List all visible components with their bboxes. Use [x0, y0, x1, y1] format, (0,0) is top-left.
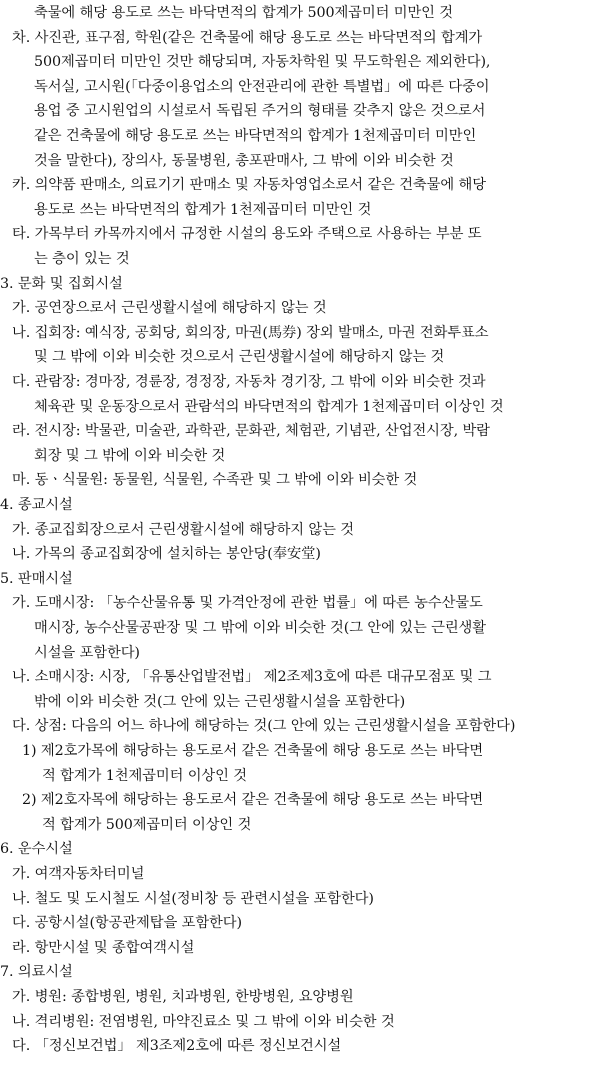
document-line: 같은 건축물에 해당 용도로 쓰는 바닥면적의 합계가 1천제곱미터 미만인	[34, 128, 477, 144]
document-line: 축물에 해당 용도로 쓰는 바닥면적의 합계가 500제곱미터 미만인 것	[34, 5, 454, 21]
document-line: 1) 제2호가목에 해당하는 용도로서 같은 건축물에 해당 용도로 쓰는 바닥면	[22, 743, 484, 759]
document-line: 다. 관람장: 경마장, 경륜장, 경정장, 자동차 경기장, 그 밖에 이와 비슷한 것과	[12, 374, 486, 390]
document-line: 매시장, 농수산물공판장 및 그 밖에 이와 비슷한 것(그 안에 있는 근린생활	[34, 620, 486, 636]
document-line: 용업 중 고시원업의 시설로서 독립된 주거의 형태를 갖추지 않은 것으로서	[34, 103, 486, 120]
document-line: 적 합계가 500제곱미터 이상인 것	[42, 816, 252, 833]
document-line: 체육관 및 운동장으로서 관람석의 바닥면적의 합계가 1천제곱미터 이상인 것	[34, 398, 504, 415]
document-line: 다. 상점: 다음의 어느 하나에 해당하는 것(그 안에 있는 근린생활시설을 포함한다)	[12, 718, 516, 735]
document-line: 마. 동ㆍ식물원: 동물원, 식물원, 수족관 및 그 밖에 이와 비슷한 것	[12, 472, 418, 489]
document-line: 가. 공연장으로서 근린생활시설에 해당하지 않는 것	[12, 300, 327, 317]
document-line: 5. 판매시설	[0, 570, 73, 587]
document-line: 차. 사진관, 표구점, 학원(같은 건축물에 해당 용도로 쓰는 바닥면적의 합계가	[12, 29, 483, 46]
document-line: 다. 공항시설(항공관제탑을 포함한다)	[12, 915, 242, 932]
document-line: 나. 격리병원: 전염병원, 마약진료소 및 그 밖에 이와 비슷한 것	[12, 1013, 395, 1030]
document-line: 나. 철도 및 도시철도 시설(정비창 등 관련시설을 포함한다)	[12, 890, 374, 907]
document-line: 및 그 밖에 이와 비슷한 것으로서 근린생활시설에 해당하지 않는 것	[34, 349, 445, 366]
document-line: 것을 말한다), 장의사, 동물병원, 총포판매사, 그 밖에 이와 비슷한 것	[34, 152, 454, 169]
document-line: 6. 운수시설	[0, 841, 73, 858]
document-line: 가. 도매시장: 「농수산물유통 및 가격안정에 관한 법률」에 따른 농수산물도	[12, 595, 483, 612]
document-line: 나. 집회장: 예식장, 공회당, 회의장, 마권(馬券) 장외 발매소, 마권 전화투표소	[12, 324, 489, 341]
document-line: 2) 제2호자목에 해당하는 용도로서 같은 건축물에 해당 용도로 쓰는 바닥면	[22, 792, 484, 809]
document-line: 용도로 쓰는 바닥면적의 합계가 1천제곱미터 미만인 것	[34, 201, 372, 218]
document-line: 7. 의료시설	[0, 964, 73, 981]
document-line: 가. 여객자동차터미널	[12, 866, 145, 882]
document-line: 회장 및 그 밖에 이와 비슷한 것	[34, 447, 226, 464]
document-line: 시설을 포함한다)	[34, 644, 140, 661]
document-line: 밖에 이와 비슷한 것(그 안에 있는 근린생활시설을 포함한다)	[34, 693, 406, 710]
document-line: 4. 종교시설	[0, 497, 73, 513]
document-line: 라. 전시장: 박물관, 미술관, 과학관, 문화관, 체험관, 기념관, 산업전시장, 박람	[12, 423, 490, 440]
document-line: 카. 의약품 판매소, 의료기기 판매소 및 자동차영업소로서 같은 건축물에 해당	[12, 177, 486, 194]
document-line: 가. 병원: 종합병원, 병원, 치과병원, 한방병원, 요양병원	[12, 989, 354, 1005]
document-line: 독서실, 고시원(「다중이용업소의 안전관리에 관한 특별법」에 따른 다중이	[34, 78, 490, 95]
document-line: 적 합계가 1천제곱미터 이상인 것	[42, 767, 248, 784]
document-line: 다. 「정신보건법」 제3조제2호에 따른 정신보건시설	[12, 1038, 342, 1055]
document-line: 500제곱미터 미만인 것만 해당되며, 자동차학원 및 무도학원은 제외한다),	[34, 54, 491, 71]
document-line: 는 층이 있는 것	[34, 251, 130, 267]
document-line: 가. 종교집회장으로서 근린생활시설에 해당하지 않는 것	[12, 521, 355, 538]
document-line: 나. 가목의 종교집회장에 설치하는 봉안당(奉安堂)	[12, 546, 321, 563]
document-line: 나. 소매시장: 시장, 「유통산업발전법」 제2조제3호에 따른 대규모점포 및 그	[12, 669, 492, 686]
document-line: 3. 문화 및 집회시설	[0, 275, 123, 292]
document-line: 라. 항만시설 및 종합여객시설	[12, 939, 195, 956]
document-line: 타. 가목부터 카목까지에서 규정한 시설의 용도와 주택으로 사용하는 부분 또	[12, 226, 482, 243]
